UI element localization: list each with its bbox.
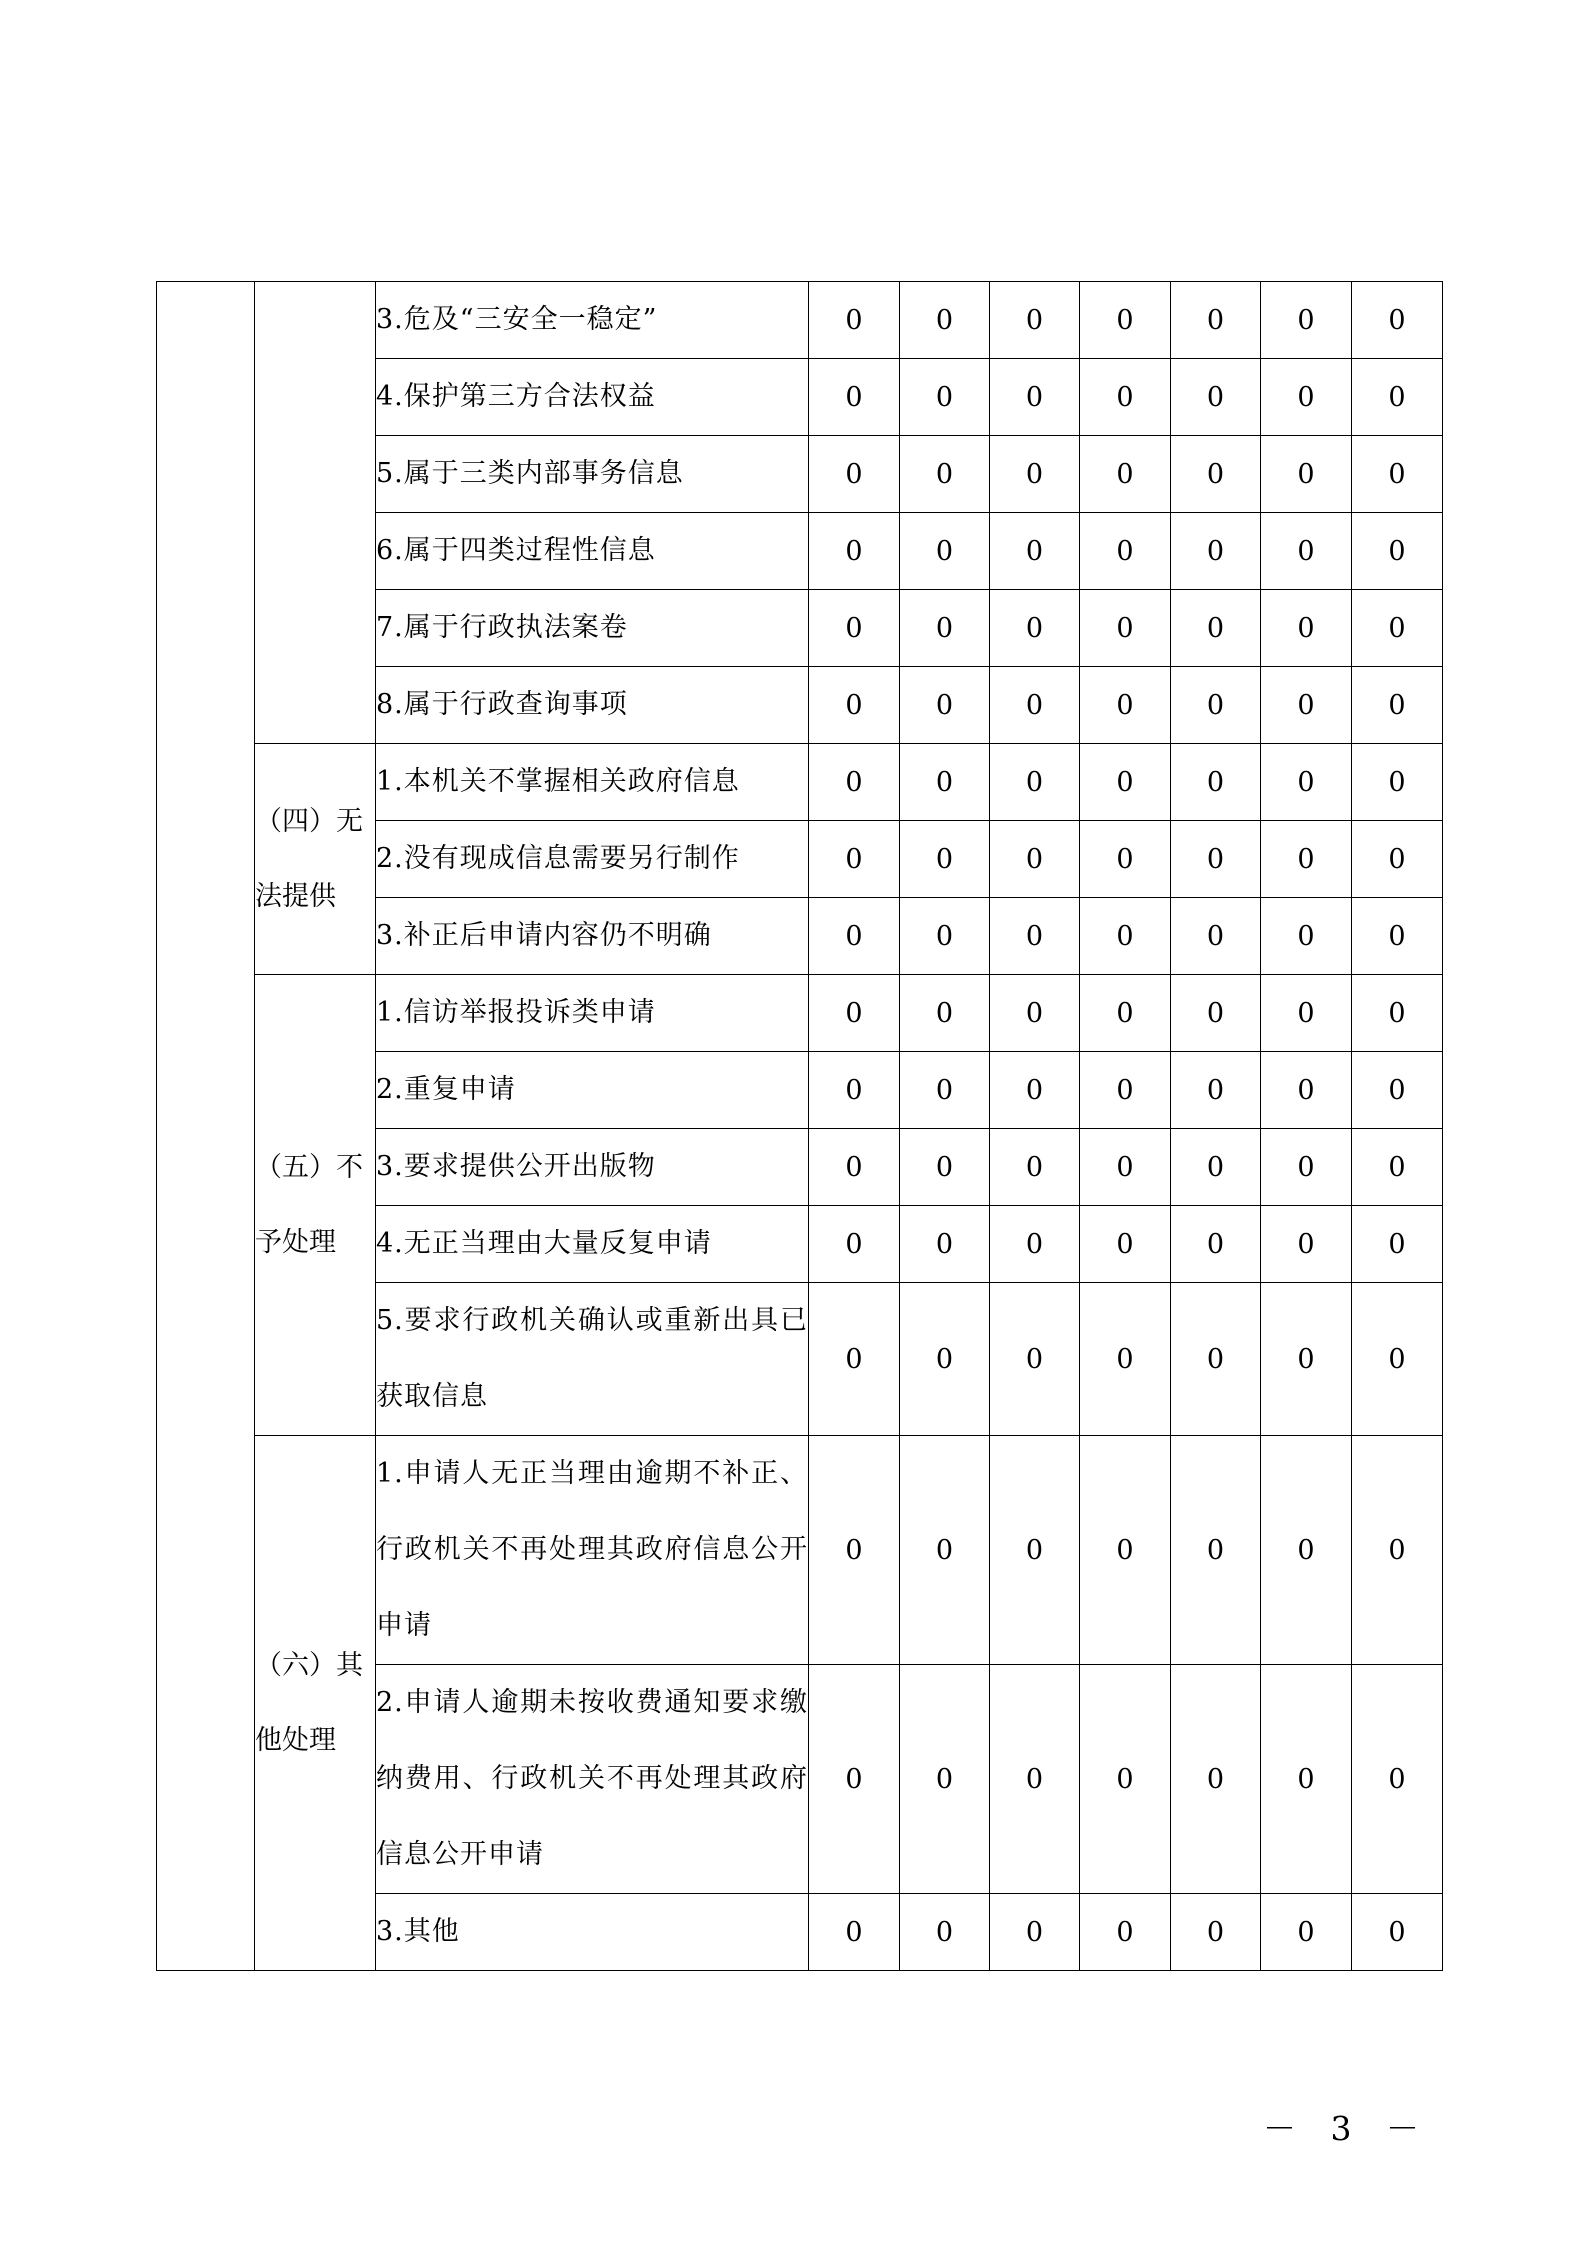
value-cell: 0 <box>990 282 1080 359</box>
value-cell: 0 <box>1352 282 1443 359</box>
value-cell: 0 <box>990 821 1080 898</box>
value-cell: 0 <box>1261 1665 1352 1894</box>
value-cell: 0 <box>1261 667 1352 744</box>
value-cell: 0 <box>990 667 1080 744</box>
value-cell: 0 <box>1171 1665 1261 1894</box>
value-cell: 0 <box>1080 1894 1171 1971</box>
value-cell: 0 <box>1352 1052 1443 1129</box>
value-cell: 0 <box>1261 1283 1352 1436</box>
value-cell: 0 <box>1261 590 1352 667</box>
value-cell: 0 <box>1261 1129 1352 1206</box>
value-cell: 0 <box>1080 1283 1171 1436</box>
value-cell: 0 <box>1080 1436 1171 1665</box>
table-row <box>157 975 1443 1052</box>
value-cell: 0 <box>1080 359 1171 436</box>
value-cell: 0 <box>1352 1665 1443 1894</box>
item-label-cell: 1.本机关不掌握相关政府信息 <box>376 744 809 821</box>
value-cell: 0 <box>1080 1206 1171 1283</box>
value-cell: 0 <box>1171 1129 1261 1206</box>
value-cell: 0 <box>1352 513 1443 590</box>
value-cell: 0 <box>1080 436 1171 513</box>
item-label-cell: 3.危及“三安全一稳定” <box>376 282 809 359</box>
item-label-cell: 5.要求行政机关确认或重新出具已获取信息 <box>376 1283 809 1436</box>
value-cell: 0 <box>990 975 1080 1052</box>
value-cell: 0 <box>809 1129 900 1206</box>
value-cell: 0 <box>990 1894 1080 1971</box>
value-cell: 0 <box>809 359 900 436</box>
value-cell: 0 <box>809 667 900 744</box>
item-label-cell: 3.要求提供公开出版物 <box>376 1129 809 1206</box>
value-cell: 0 <box>1171 1052 1261 1129</box>
value-cell: 0 <box>1171 436 1261 513</box>
value-cell: 0 <box>1080 590 1171 667</box>
value-cell: 0 <box>990 513 1080 590</box>
value-cell: 0 <box>900 898 990 975</box>
item-label-cell: 6.属于四类过程性信息 <box>376 513 809 590</box>
value-cell: 0 <box>1171 282 1261 359</box>
page-number: － 3 － <box>1263 2109 1431 2148</box>
group-label-cell: （四）无法提供 <box>255 744 376 975</box>
value-cell: 0 <box>1080 513 1171 590</box>
value-cell: 0 <box>990 359 1080 436</box>
group-label-cell: （五）不予处理 <box>255 975 376 1436</box>
value-cell: 0 <box>1080 667 1171 744</box>
value-cell: 0 <box>1261 513 1352 590</box>
value-cell: 0 <box>1261 821 1352 898</box>
value-cell: 0 <box>1261 1206 1352 1283</box>
value-cell: 0 <box>990 436 1080 513</box>
item-label-cell: 3.其他 <box>376 1894 809 1971</box>
value-cell: 0 <box>990 1052 1080 1129</box>
value-cell: 0 <box>1352 1283 1443 1436</box>
value-cell: 0 <box>809 436 900 513</box>
value-cell: 0 <box>900 436 990 513</box>
value-cell: 0 <box>1261 975 1352 1052</box>
value-cell: 0 <box>1352 436 1443 513</box>
value-cell: 0 <box>809 1894 900 1971</box>
value-cell: 0 <box>1352 1894 1443 1971</box>
value-cell: 0 <box>1352 1206 1443 1283</box>
item-label-cell: 1.申请人无正当理由逾期不补正、行政机关不再处理其政府信息公开申请 <box>376 1436 809 1665</box>
value-cell: 0 <box>1261 898 1352 975</box>
value-cell: 0 <box>809 1206 900 1283</box>
value-cell: 0 <box>1261 744 1352 821</box>
value-cell: 0 <box>900 667 990 744</box>
value-cell: 0 <box>1352 590 1443 667</box>
blank-category-cell <box>157 282 255 1971</box>
value-cell: 0 <box>809 898 900 975</box>
value-cell: 0 <box>1171 590 1261 667</box>
value-cell: 0 <box>809 821 900 898</box>
value-cell: 0 <box>1171 1894 1261 1971</box>
value-cell: 0 <box>1352 667 1443 744</box>
value-cell: 0 <box>900 975 990 1052</box>
value-cell: 0 <box>1261 282 1352 359</box>
value-cell: 0 <box>1171 1436 1261 1665</box>
value-cell: 0 <box>900 1894 990 1971</box>
value-cell: 0 <box>900 1436 990 1665</box>
value-cell: 0 <box>809 590 900 667</box>
value-cell: 0 <box>990 1206 1080 1283</box>
value-cell: 0 <box>1171 744 1261 821</box>
item-label-cell: 3.补正后申请内容仍不明确 <box>376 898 809 975</box>
value-cell: 0 <box>809 744 900 821</box>
item-label-cell: 2.申请人逾期未按收费通知要求缴纳费用、行政机关不再处理其政府信息公开申请 <box>376 1665 809 1894</box>
value-cell: 0 <box>809 975 900 1052</box>
table-body <box>157 282 1443 1971</box>
value-cell: 0 <box>1080 898 1171 975</box>
item-label-cell: 8.属于行政查询事项 <box>376 667 809 744</box>
value-cell: 0 <box>1352 1129 1443 1206</box>
value-cell: 0 <box>990 1283 1080 1436</box>
value-cell: 0 <box>900 1283 990 1436</box>
value-cell: 0 <box>1352 821 1443 898</box>
value-cell: 0 <box>900 590 990 667</box>
value-cell: 0 <box>900 282 990 359</box>
value-cell: 0 <box>900 359 990 436</box>
value-cell: 0 <box>990 590 1080 667</box>
value-cell: 0 <box>1261 1052 1352 1129</box>
value-cell: 0 <box>1261 1894 1352 1971</box>
value-cell: 0 <box>809 1052 900 1129</box>
value-cell: 0 <box>900 513 990 590</box>
value-cell: 0 <box>1352 1436 1443 1665</box>
value-cell: 0 <box>1171 667 1261 744</box>
value-cell: 0 <box>809 282 900 359</box>
value-cell: 0 <box>990 1129 1080 1206</box>
value-cell: 0 <box>1261 436 1352 513</box>
value-cell: 0 <box>1080 975 1171 1052</box>
value-cell: 0 <box>809 513 900 590</box>
value-cell: 0 <box>1352 898 1443 975</box>
value-cell: 0 <box>1171 359 1261 436</box>
group-label-cell: （六）其他处理 <box>255 1436 376 1971</box>
value-cell: 0 <box>1352 744 1443 821</box>
group-label-cell <box>255 282 376 744</box>
table-row <box>157 282 1443 359</box>
value-cell: 0 <box>809 1436 900 1665</box>
value-cell: 0 <box>809 1665 900 1894</box>
value-cell: 0 <box>900 1665 990 1894</box>
value-cell: 0 <box>990 898 1080 975</box>
value-cell: 0 <box>1080 1665 1171 1894</box>
value-cell: 0 <box>1171 513 1261 590</box>
value-cell: 0 <box>1171 821 1261 898</box>
value-cell: 0 <box>900 821 990 898</box>
item-label-cell: 1.信访举报投诉类申请 <box>376 975 809 1052</box>
value-cell: 0 <box>1352 359 1443 436</box>
value-cell: 0 <box>1080 1052 1171 1129</box>
value-cell: 0 <box>990 1436 1080 1665</box>
value-cell: 0 <box>990 744 1080 821</box>
value-cell: 0 <box>1171 898 1261 975</box>
item-label-cell: 2.重复申请 <box>376 1052 809 1129</box>
table-row <box>157 744 1443 821</box>
value-cell: 0 <box>1352 975 1443 1052</box>
value-cell: 0 <box>1171 1206 1261 1283</box>
value-cell: 0 <box>1261 359 1352 436</box>
value-cell: 0 <box>1080 1129 1171 1206</box>
item-label-cell: 4.保护第三方合法权益 <box>376 359 809 436</box>
item-label-cell: 4.无正当理由大量反复申请 <box>376 1206 809 1283</box>
value-cell: 0 <box>900 1052 990 1129</box>
value-cell: 0 <box>900 744 990 821</box>
item-label-cell: 5.属于三类内部事务信息 <box>376 436 809 513</box>
value-cell: 0 <box>809 1283 900 1436</box>
value-cell: 0 <box>1080 821 1171 898</box>
value-cell: 0 <box>1080 282 1171 359</box>
value-cell: 0 <box>900 1206 990 1283</box>
value-cell: 0 <box>900 1129 990 1206</box>
item-label-cell: 2.没有现成信息需要另行制作 <box>376 821 809 898</box>
disclosure-statistics-table <box>156 281 1443 1971</box>
value-cell: 0 <box>1261 1436 1352 1665</box>
value-cell: 0 <box>990 1665 1080 1894</box>
table-row <box>157 1436 1443 1665</box>
value-cell: 0 <box>1171 975 1261 1052</box>
value-cell: 0 <box>1080 744 1171 821</box>
item-label-cell: 7.属于行政执法案卷 <box>376 590 809 667</box>
value-cell: 0 <box>1171 1283 1261 1436</box>
